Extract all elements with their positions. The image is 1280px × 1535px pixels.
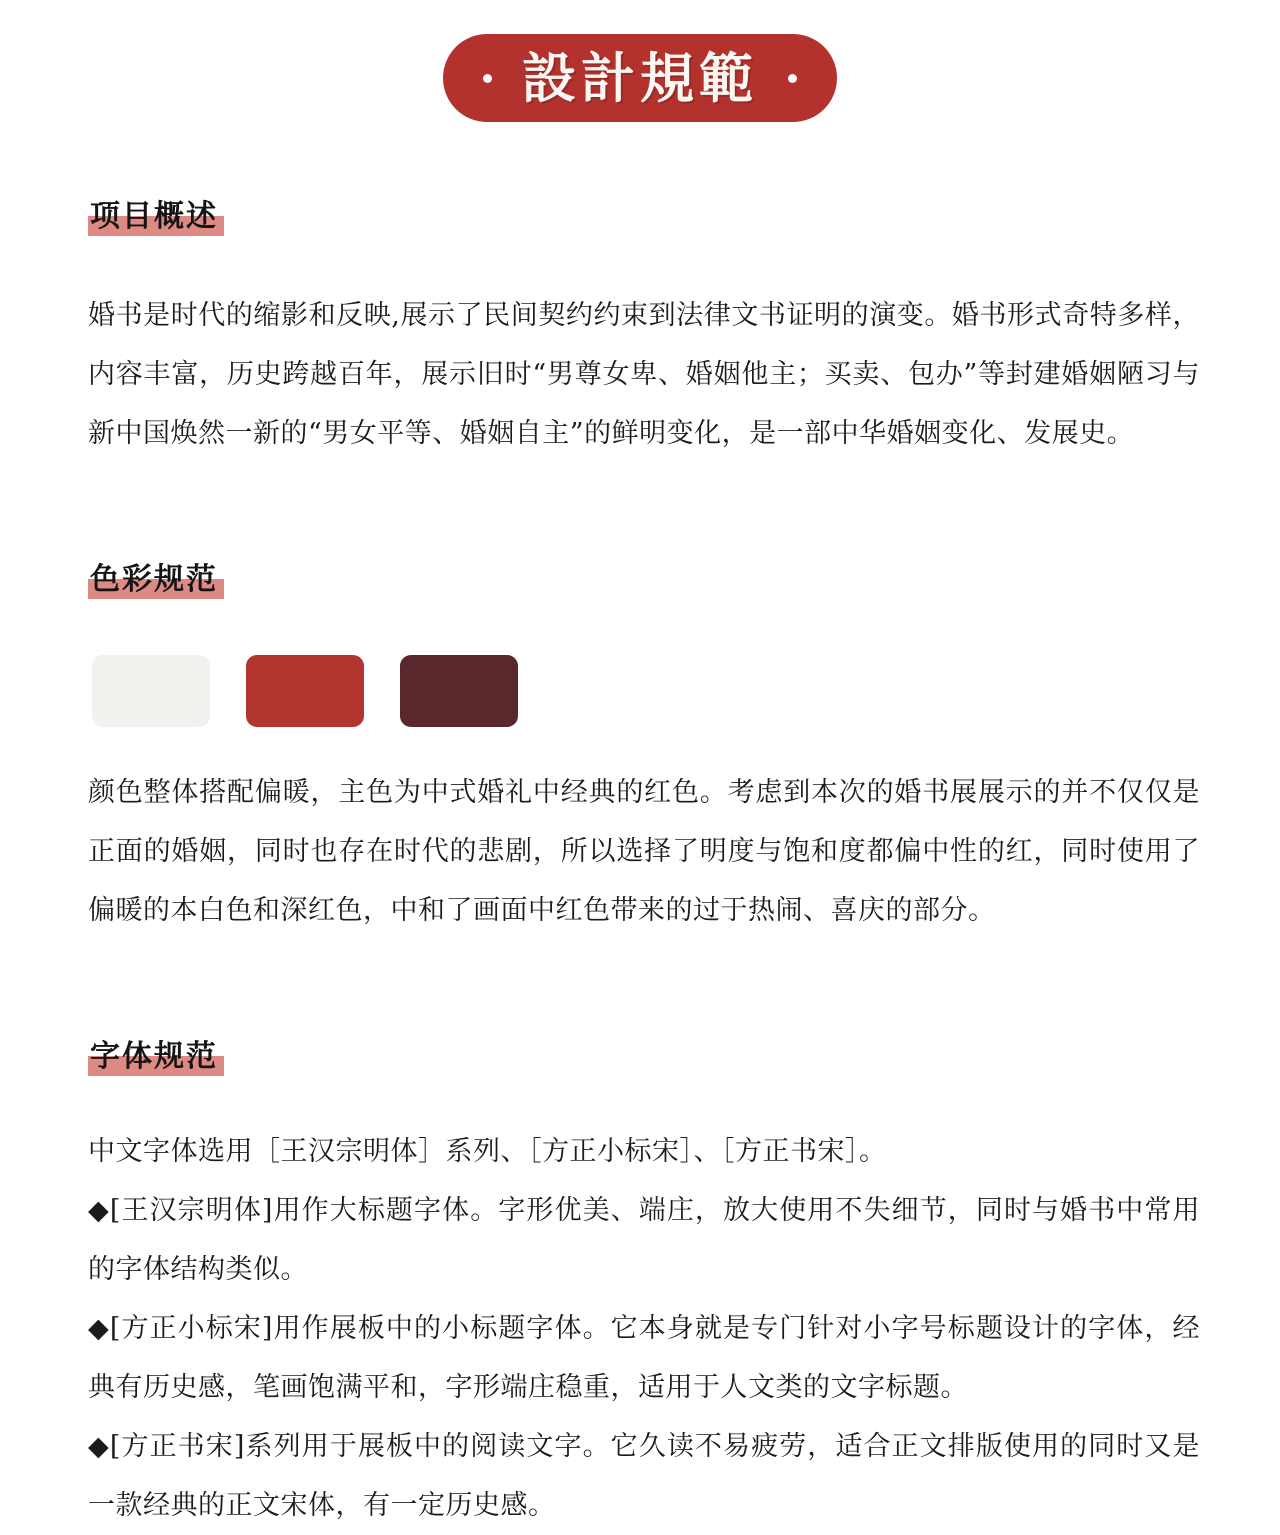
color-swatch-primary-red <box>246 655 364 727</box>
color-swatch-dark-red <box>400 655 518 727</box>
section-heading-overview <box>88 196 224 238</box>
section-font-head-wrap <box>88 1036 1200 1078</box>
page-title: 設計規範 <box>522 46 758 110</box>
font-line: 中文字体选用［王汉宗明体］系列、［方正小标宋］、［方正书宋］。 <box>88 1136 887 1167</box>
font-line: ◆[王汉宗明体]用作大标题字体。字形优美、端庄，放大使用不失细节，同时与婚书中常用的字体结构类似。 <box>88 1195 1200 1285</box>
overview-paragraph: 婚书是时代的缩影和反映,展示了民间契约约束到法律文书证明的演变。婚书形式奇特多样，内容丰富，历史跨越百年，展示旧时“男尊女卑、婚姻他主；买卖、包办”等封建婚姻陋习与新中国焕然一新的“男女平等、婚姻自主”的鲜明变化，是一部中华婚姻变化、发展史。 <box>88 300 1200 449</box>
section-heading-font <box>88 1036 224 1078</box>
color-swatch-off-white <box>92 655 210 727</box>
banner-left-dot-icon <box>483 74 492 83</box>
content-column <box>88 196 1200 1535</box>
color-paragraph: 颜色整体搭配偏暖，主色为中式婚礼中经典的红色。考虑到本次的婚书展展示的并不仅仅是正面的婚姻，同时也存在时代的悲剧，所以选择了明度与饱和度都偏中性的红，同时使用了偏暖的本白色和深红色，中和了画面中红色带来的过于热闹、喜庆的部分。 <box>88 777 1200 926</box>
font-line: ◆[方正小标宋]用作展板中的小标题字体。它本身就是专门针对小字号标题设计的字体，经典有历史感，笔画饱满平和，字形端庄稳重，适用于人文类的文字标题。 <box>88 1313 1200 1403</box>
section-heading-color <box>88 559 224 601</box>
font-paragraph-list <box>88 1122 1200 1535</box>
section-heading-color-label: 色彩规范 <box>90 562 218 597</box>
section-color-head-wrap <box>88 559 1200 601</box>
title-banner <box>443 34 837 122</box>
section-heading-font-label: 字体规范 <box>90 1039 218 1074</box>
title-banner-container <box>0 34 1280 122</box>
section-heading-overview-label: 项目概述 <box>90 199 218 234</box>
color-swatch-list <box>88 655 1200 727</box>
banner-right-dot-icon <box>788 74 797 83</box>
font-line: ◆[方正书宋]系列用于展板中的阅读文字。它久读不易疲劳，适合正文排版使用的同时又是一款经典的正文宋体，有一定历史感。 <box>88 1431 1200 1521</box>
